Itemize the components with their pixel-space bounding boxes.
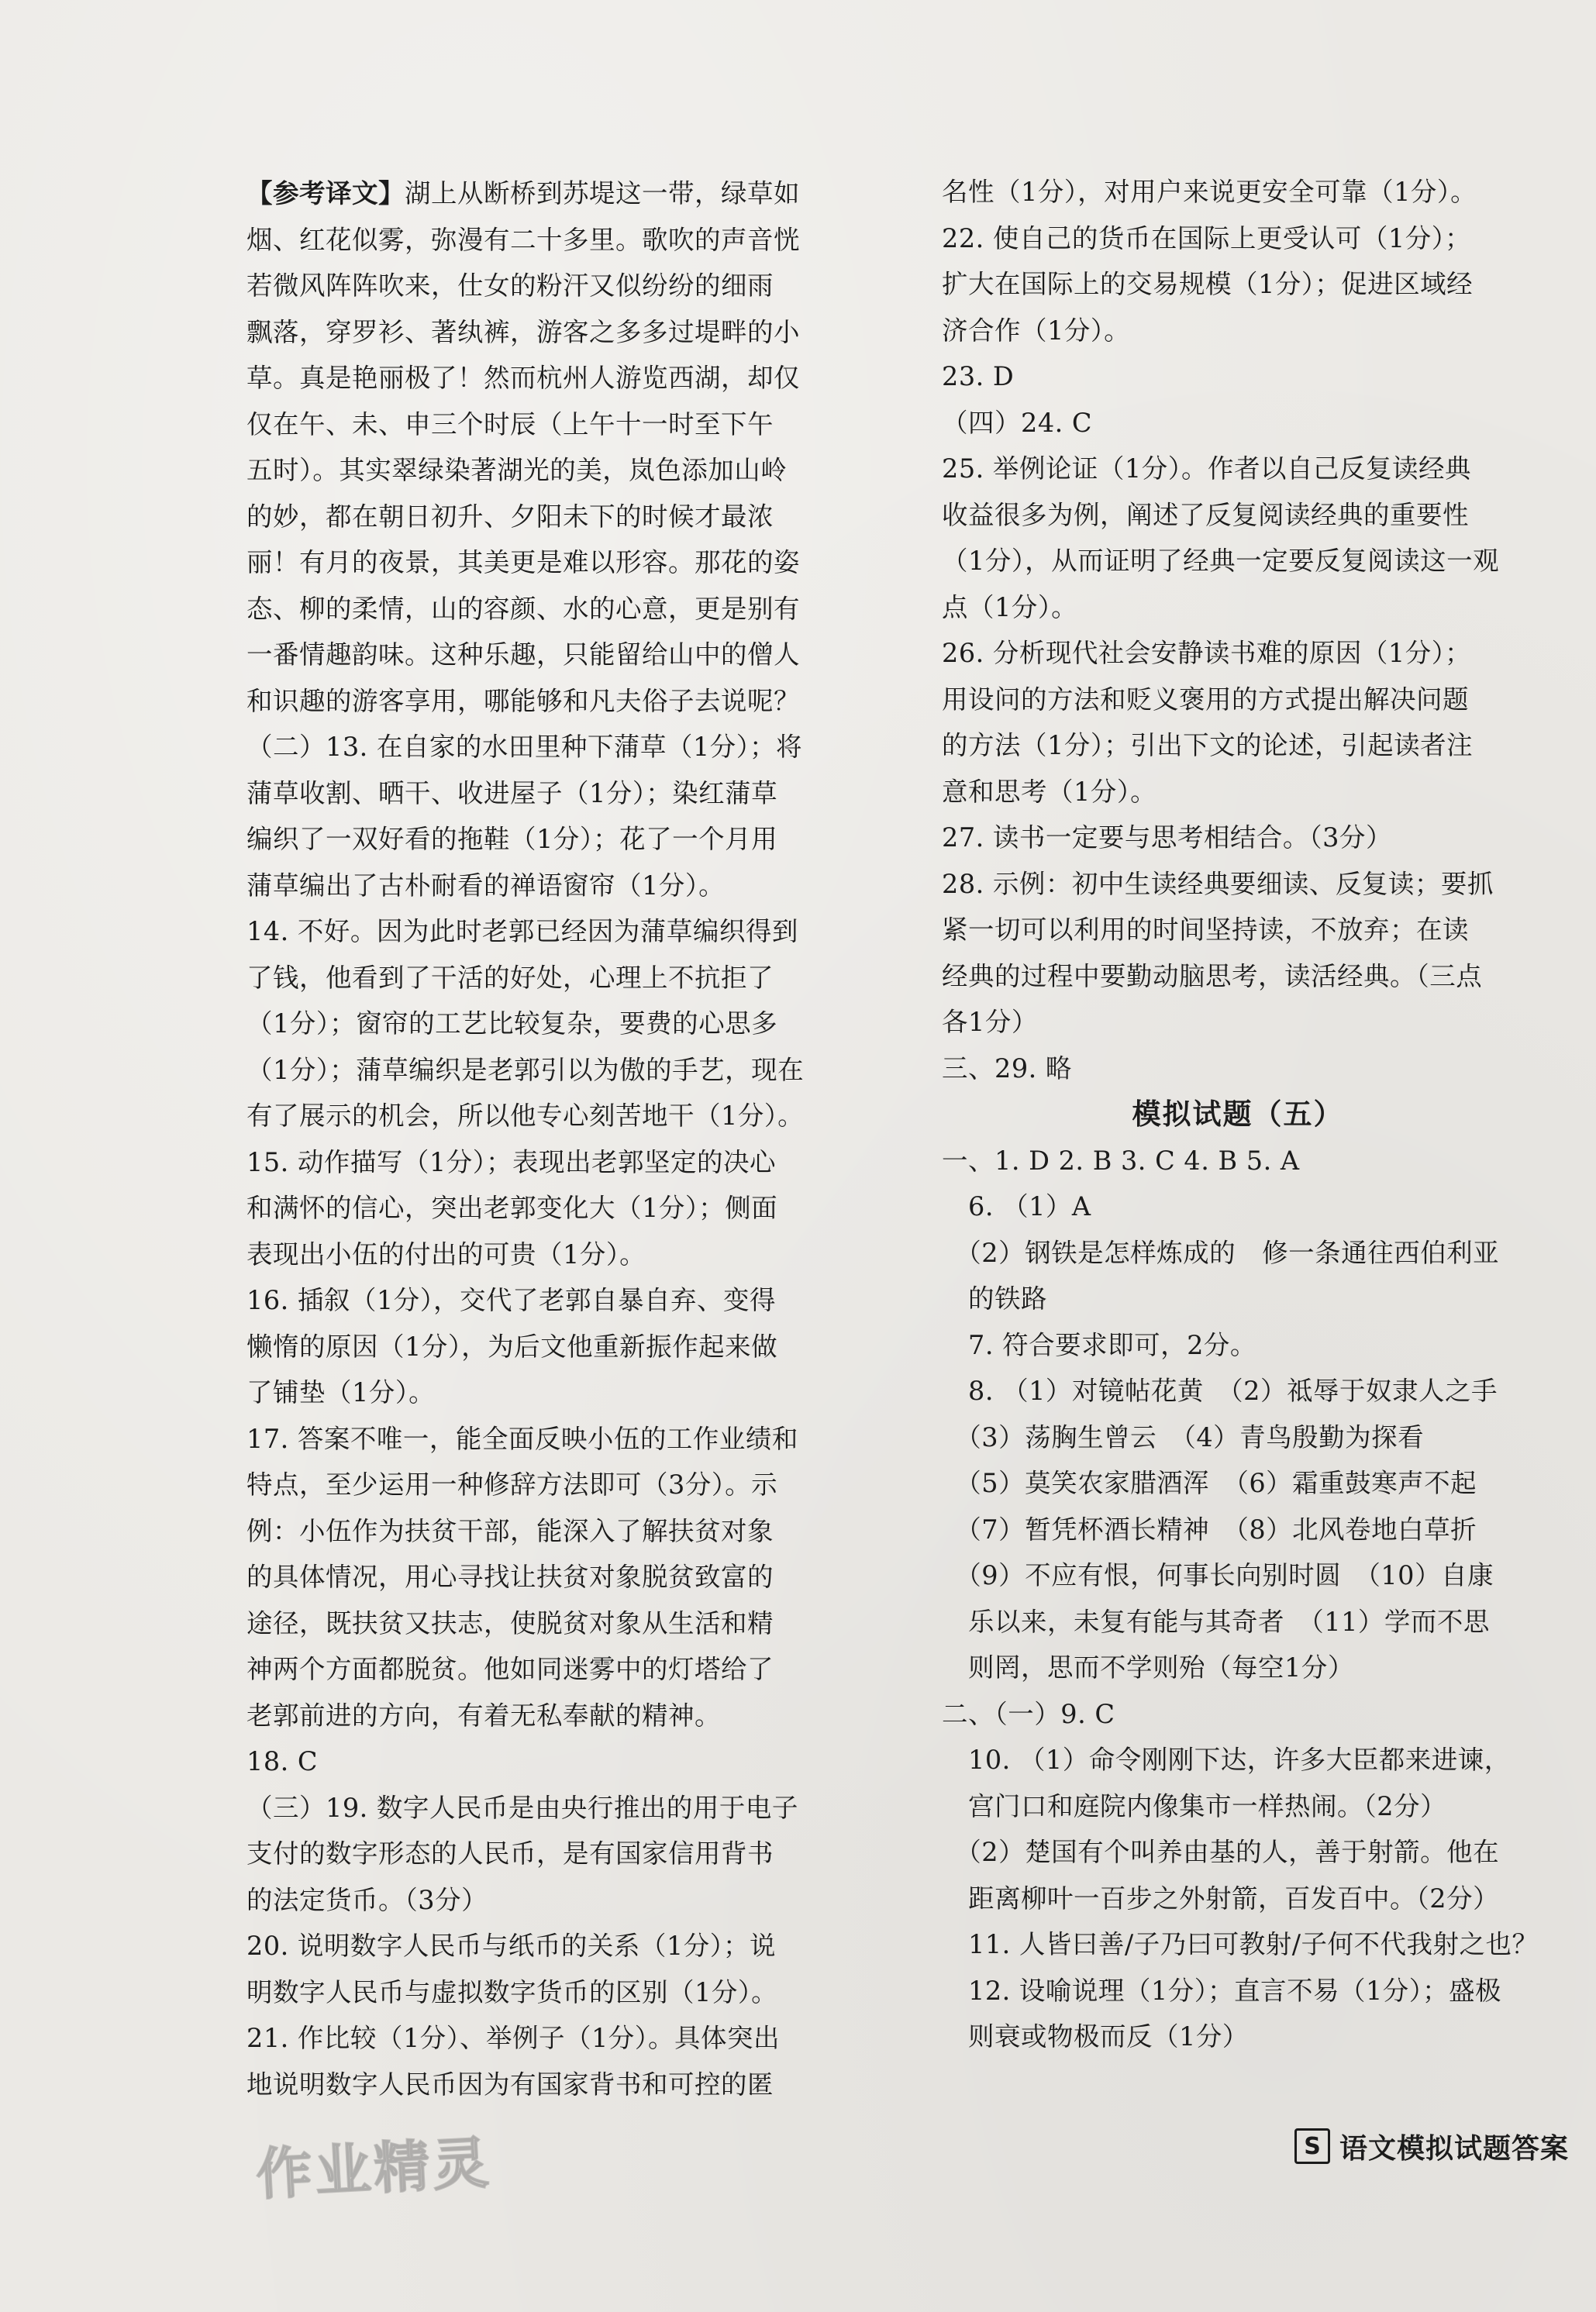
text-line — [942, 1460, 1534, 1507]
line-text: 点（1分）。 — [942, 591, 1078, 622]
text-line — [942, 1968, 1534, 2014]
text-line — [246, 2062, 836, 2108]
line-text: 地说明数字人民币因为有国家背书和可控的匿 — [246, 2069, 774, 2100]
right-column — [942, 169, 1539, 2060]
text-line — [942, 677, 1534, 723]
text-line — [942, 400, 1534, 446]
line-text: 28. 示例：初中生读经典要细读、反复读；要抓 — [942, 868, 1494, 899]
line-text: 有了展示的机会，所以他专心刻苦地干（1分）。 — [246, 1101, 805, 1131]
text-line — [246, 1693, 836, 1739]
text-line — [246, 309, 836, 356]
text-line — [246, 401, 836, 448]
text-line — [942, 169, 1534, 215]
line-text: 收益很多为例，阐述了反复阅读经典的重要性 — [942, 499, 1469, 530]
text-line — [942, 1138, 1534, 1184]
line-text: 一、1. D 2. B 3. C 4. B 5. A — [942, 1145, 1300, 1176]
line-text: 距离柳叶一百步之外射箭，百发百中。（2分） — [942, 1883, 1500, 1914]
line-text: 紧一切可以利用的时间坚持读，不放弃；在读 — [942, 915, 1469, 945]
text-line — [942, 215, 1534, 262]
line-text: 7. 符合要求即可，2分。 — [942, 1329, 1256, 1360]
text-line — [246, 1508, 836, 1555]
text-line — [246, 1785, 836, 1831]
text-line — [942, 999, 1534, 1046]
line-text: 五时）。其实翠绿染著湖光的美，岚色添加山岭 — [246, 455, 788, 485]
line-text: （1分）；窗帘的工艺比较复杂，要费的心思多 — [246, 1008, 778, 1039]
text-line — [246, 863, 836, 909]
line-text: 17. 答案不唯一，能全面反映小伍的工作业绩和 — [246, 1423, 798, 1454]
line-text: （2）楚国有个叫养由基的人，善于射箭。他在 — [942, 1837, 1500, 1867]
text-line — [246, 494, 836, 540]
text-line — [942, 1507, 1534, 1553]
line-text: 途径，既扶贫又扶志，使脱贫对象从生活和精 — [246, 1607, 774, 1638]
text-line — [246, 955, 836, 1001]
text-line — [942, 1691, 1534, 1738]
line-text: 三、29. 略 — [942, 1053, 1072, 1084]
text-line — [246, 1093, 836, 1139]
text-line — [942, 722, 1534, 769]
left-column — [246, 171, 836, 2107]
line-text: 和识趣的游客享用，哪能够和凡夫俗子去说呢？ — [246, 685, 800, 716]
text-line — [246, 1370, 836, 1416]
line-text: 乐以来，未复有能与其奇者 （11）学而不思 — [942, 1606, 1490, 1637]
line-text: 则衰或物极而反（1分） — [942, 2021, 1249, 2052]
line-text: （7）暂凭杯酒长精神 （8）北风卷地白草折 — [942, 1514, 1477, 1545]
line-text: 老郭前进的方向，有着无私奉献的精神。 — [246, 1700, 721, 1731]
line-text: 湖上从断桥到苏堤这一带，绿草如 — [405, 178, 800, 208]
text-line — [942, 815, 1534, 861]
text-line — [942, 1876, 1534, 1922]
text-line — [942, 1414, 1534, 1461]
text-line — [942, 1046, 1534, 1092]
line-text: 烟、红花似雾，弥漫有二十多里。歌吹的声音恍 — [246, 224, 800, 255]
line-text: 蒲草收割、晒干、收进屋子（1分）；染红蒲草 — [246, 777, 778, 808]
line-text: 15. 动作描写（1分）；表现出老郭坚定的决心 — [246, 1146, 776, 1177]
text-line — [942, 1276, 1534, 1322]
line-text: 若微风阵阵吹来，仕女的粉汗又似纷纷的细雨 — [246, 270, 774, 301]
line-text: 23. D — [942, 361, 1015, 391]
line-text: 的铁路 — [942, 1283, 1047, 1314]
line-text: 22. 使自己的货币在国际上更受认可（1分）； — [942, 222, 1471, 253]
text-line — [246, 1738, 836, 1785]
reference-label: 【参考译文】 — [246, 178, 405, 208]
line-text: （三）19. 数字人民币是由央行推出的用于电子 — [246, 1792, 798, 1823]
line-text: 20. 说明数字人民币与纸币的关系（1分）；说 — [246, 1931, 776, 1961]
line-text: 例：小伍作为扶贫干部，能深入了解扶贫对象 — [246, 1515, 774, 1546]
text-line — [246, 770, 836, 817]
text-line — [942, 353, 1534, 400]
line-text: （1分）；蒲草编织是老郭引以为傲的手艺，现在 — [246, 1054, 805, 1085]
text-line — [246, 1877, 836, 1924]
line-text: 了钱，他看到了干活的好处，心理上不抗拒了 — [246, 962, 774, 993]
line-text: 则罔，思而不学则殆（每空1分） — [942, 1652, 1354, 1683]
section-heading — [942, 1091, 1534, 1138]
text-line — [246, 1416, 836, 1463]
line-text: （9）不应有恨，何事长向别时圆 （10）自康 — [942, 1560, 1494, 1590]
line-text: 了铺垫（1分）。 — [246, 1377, 436, 1408]
line-text: （5）莫笑农家腊酒浑 （6）霜重鼓寒声不起 — [942, 1468, 1477, 1498]
text-line — [246, 217, 836, 264]
line-text: 25. 举例论证（1分）。作者以自己反复读经典 — [942, 453, 1471, 484]
text-line — [246, 1277, 836, 1324]
line-text: 21. 作比较（1分）、举例子（1分）。具体突出 — [246, 2023, 781, 2053]
line-text: 经典的过程中要勤动脑思考，读活经典。（三点 — [942, 960, 1483, 991]
text-line — [942, 907, 1534, 953]
line-text: 特点，至少运用一种修辞方法即可（3分）。示 — [246, 1470, 778, 1500]
line-text: （2）钢铁是怎样炼成的 修一条通往西伯利亚 — [942, 1237, 1500, 1268]
text-line — [942, 446, 1534, 492]
text-line — [942, 1645, 1534, 1691]
text-line — [246, 1232, 836, 1278]
text-line — [246, 678, 836, 725]
line-text: 的妙，都在朝日初升、夕阳未下的时候才最浓 — [246, 501, 774, 532]
line-text: （1分），从而证明了经典一定要反复阅读这一观 — [942, 546, 1500, 576]
line-text: 用设问的方法和贬义褒用的方式提出解决问题 — [942, 684, 1469, 715]
line-text: 表现出小伍的付出的可贵（1分）。 — [246, 1239, 646, 1270]
line-text: 懒惰的原因（1分），为后文他重新振作起来做 — [246, 1331, 778, 1362]
text-line — [942, 861, 1534, 908]
text-line — [942, 1230, 1534, 1277]
line-text: 模拟试题（五） — [1132, 1097, 1344, 1131]
line-text: 的法定货币。（3分） — [246, 1884, 488, 1915]
line-text: 神两个方面都脱贫。他如同迷雾中的灯塔给了 — [246, 1654, 774, 1684]
text-line — [942, 1921, 1539, 1968]
footer-title: 语文模拟试题答案 — [1339, 2132, 1570, 2165]
line-text: 丽！有月的夜景，其美更是难以形容。那花的姿 — [246, 547, 800, 577]
text-line — [942, 584, 1534, 631]
text-line — [942, 1599, 1534, 1645]
text-line — [246, 1185, 836, 1232]
line-text: 扩大在国际上的交易规模（1分）；促进区域经 — [942, 269, 1474, 299]
line-text: 编织了一双好看的拖鞋（1分）；花了一个月用 — [246, 824, 778, 854]
line-text: 14. 不好。因为此时老郭已经因为蒲草编织得到 — [246, 916, 798, 946]
line-text: 济合作（1分）。 — [942, 315, 1131, 346]
text-line — [246, 539, 836, 586]
line-text: 支付的数字形态的人民币，是有国家信用背书 — [246, 1838, 774, 1869]
text-line — [942, 769, 1534, 815]
text-line — [942, 953, 1534, 1000]
text-line — [942, 1184, 1534, 1230]
line-text: 27. 读书一定要与思考相结合。（3分） — [942, 822, 1392, 853]
text-line — [942, 1737, 1534, 1783]
text-line — [246, 447, 836, 494]
text-line — [246, 586, 836, 632]
watermark-text: 作业精灵 — [254, 2130, 494, 2207]
text-line — [246, 1001, 836, 1047]
s-logo-icon: S — [1294, 2128, 1330, 2164]
text-line — [246, 908, 836, 955]
line-text: 态、柳的柔情，山的容颜、水的心意，更是别有 — [246, 593, 800, 624]
line-text: 蒲草编出了古朴耐看的禅语窗帘（1分）。 — [246, 870, 726, 901]
line-text: 飘落，穿罗衫、著纨裤，游客之多多过堤畔的小 — [246, 316, 800, 347]
line-text: （二）13. 在自家的水田里种下蒲草（1分）；将 — [246, 732, 802, 762]
line-text: 16. 插叙（1分），交代了老郭自暴自弃、变得 — [246, 1285, 776, 1315]
line-text: 12. 设喻说理（1分）；直言不易（1分）；盛极 — [942, 1975, 1502, 2006]
text-line — [942, 538, 1534, 584]
text-line — [246, 1923, 836, 1969]
line-text: 的具体情况，用心寻找让扶贫对象脱贫致富的 — [246, 1562, 774, 1592]
line-text: 10. （1）命令刚刚下达，许多大臣都来进谏， — [942, 1745, 1511, 1775]
line-text: 11. 人皆曰善/子乃曰可教射/子何不代我射之也？ — [942, 1929, 1539, 1959]
line-text: 明数字人民币与虚拟数字货币的区别（1分）。 — [246, 1976, 778, 2007]
text-line — [246, 1646, 836, 1693]
line-text: （四）24. C — [942, 407, 1093, 438]
line-text: 一番情趣韵味。这种乐趣，只能留给山中的僧人 — [246, 639, 800, 670]
text-line — [942, 1783, 1534, 1830]
text-line — [246, 1139, 836, 1186]
text-line — [246, 2015, 836, 2062]
line-text: 18. C — [246, 1746, 319, 1776]
line-text: 6. （1）A — [942, 1191, 1091, 1221]
line-text: 二、（一）9. C — [942, 1698, 1115, 1729]
line-text: 和满怀的信心，突出老郭变化大（1分）；侧面 — [246, 1193, 778, 1223]
text-line — [942, 1552, 1534, 1599]
text-line — [246, 1324, 836, 1370]
text-line — [246, 1462, 836, 1508]
line-text: 名性（1分），对用户来说更安全可靠（1分）。 — [942, 177, 1477, 207]
text-line — [942, 2014, 1534, 2060]
line-text: （3）荡胸生曾云 （4）青鸟殷勤为探看 — [942, 1421, 1425, 1452]
text-line — [246, 1047, 836, 1094]
line-text: 各1分） — [942, 1007, 1038, 1037]
text-line — [942, 492, 1534, 539]
text-line — [246, 1600, 836, 1647]
text-line — [942, 261, 1534, 308]
text-line — [942, 1322, 1534, 1369]
text-line — [246, 1831, 836, 1877]
text-line — [942, 1368, 1534, 1414]
line-text: 26. 分析现代社会安静读书难的原因（1分）； — [942, 638, 1471, 668]
text-line — [246, 355, 836, 401]
text-line — [942, 630, 1534, 677]
page-footer — [1294, 2124, 1569, 2169]
line-text: 草。真是艳丽极了！然而杭州人游览西湖，却仅 — [246, 363, 800, 393]
text-line — [246, 816, 836, 863]
line-text: 8. （1）对镜帖花黄 （2）祗辱于奴隶人之手 — [942, 1376, 1498, 1406]
line-text: 宫门口和庭院内像集市一样热闹。（2分） — [942, 1790, 1447, 1821]
text-line — [246, 632, 836, 678]
line-text: 的方法（1分）；引出下文的论述，引起读者注 — [942, 730, 1474, 760]
line-text: 意和思考（1分）。 — [942, 776, 1157, 807]
text-line — [942, 308, 1534, 354]
text-line — [246, 1969, 836, 2016]
text-line — [246, 171, 836, 217]
text-line — [246, 724, 836, 770]
text-line — [942, 1829, 1534, 1876]
text-line — [246, 1554, 836, 1600]
text-line — [246, 263, 836, 309]
line-text: 仅在午、未、申三个时辰（上午十一时至下午 — [246, 408, 774, 439]
